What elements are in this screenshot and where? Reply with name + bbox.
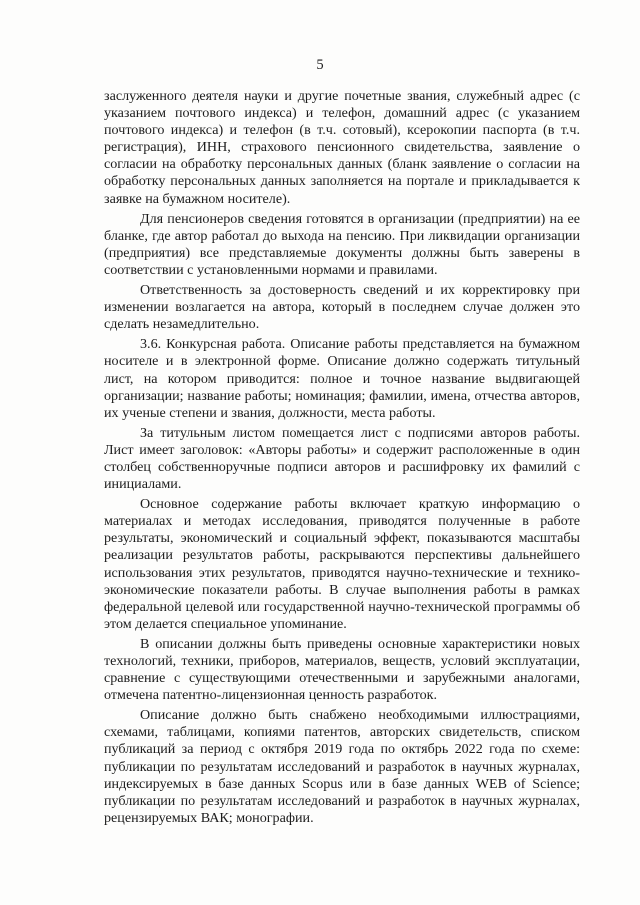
paragraph-responsibility: Ответственность за достоверность сведений и их корректировку при изменении возлагается на автора, который в последнем случае должен это сделать незамедлительно. (104, 282, 580, 333)
paragraph-personal-data-continued: заслуженного деятеля науки и другие почетные звания, служебный адрес (с указанием почтового индекса) и телефон, домашний адрес (с указанием почтового индекса) и телефон (в т.ч. сотовый), ксерокопии паспорта (в т.ч. регистрация), ИНН, страхового пенсионного свидетельства, заявление о согласии на обработку персональных данных (бланк заявление о согласии на обработку персональных данных заполняется на портале и прикладывается к заявке на бумажном носителе). (104, 88, 580, 207)
paragraph-pensioners: Для пенсионеров сведения готовятся в организации (предприятии) на ее бланке, где автор работал до выхода на пенсию. При ликвидации организации (предприятия) все представляемые документы должны быть заверены в соответствии с установленными нормами и правилами. (104, 210, 580, 278)
paragraph-section-3-6-competition-work: 3.6. Конкурсная работа. Описание работы представляется на бумажном носителе и в электронной форме. Описание должно содержать титульный лист, на котором приводится: полное и точное название выдвигающей организации; название работы; номинация; фамилии, имена, отчества авторов, их ученые степени и звания, должности, места работы. (104, 336, 580, 421)
page-number: 5 (316, 57, 324, 73)
document-body (104, 88, 580, 830)
paragraph-characteristics: В описании должны быть приведены основные характеристики новых технологий, техники, приборов, материалов, веществ, условий эксплуатации, сравнение с существующими отечественными и зарубежными аналогами, отмечена патентно-лицензионная ценность разработок. (104, 635, 580, 704)
paragraph-illustrations-publications: Описание должно быть снабжено необходимыми иллюстрациями, схемами, таблицами, копиями патентов, авторских свидетельств, списком публикаций за период с октября 2019 года по октябрь 2022 года по схеме: публикации по результатам исследований и разработок в научных журналах, индексируемых в базе данных Scopus или в базе данных WEB of Science; публикации по результатам исследований и разработок в научных журналах, рецензируемых ВАК; монографии. (104, 707, 580, 826)
paragraph-authors-sheet: За титульным листом помещается лист с подписями авторов работы. Лист имеет заголовок: «Авторы работы» и содержит расположенные в один столбец собственноручные подписи авторов и расшифровку их фамилий с инициалами. (104, 424, 580, 493)
paragraph-main-content: Основное содержание работы включает краткую информацию о материалах и методах исследования, приводятся полученные в работе результаты, экономический и социальный эффект, показываются масштабы реализации результатов работы, раскрываются перспективы дальнейшего использования этих результатов, приводятся научно-технические и технико-экономические показатели работы. В случае выполнения работы в рамках федеральной целевой или государственной научно-технической программы об этом делается специальное упоминание. (104, 496, 580, 632)
